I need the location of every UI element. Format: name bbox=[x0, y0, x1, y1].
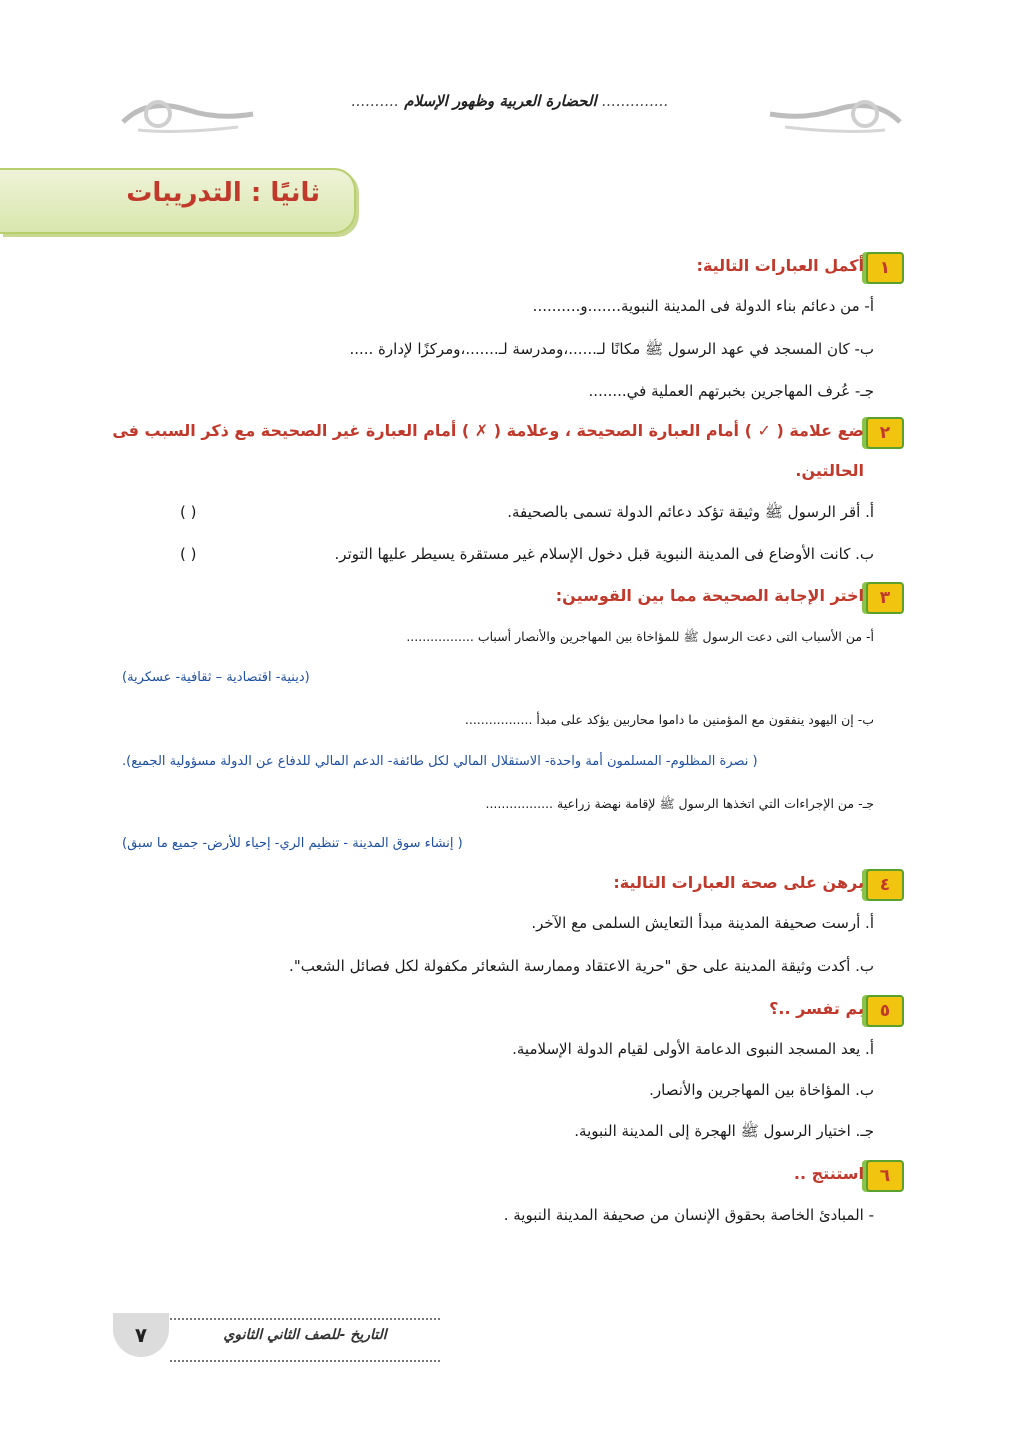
q3-choices-c: ( إنشاء سوق المدينة - تنظيم الري- إحياء للأرض- جميع ما سبق) bbox=[122, 836, 463, 851]
q2-answer-box-b[interactable]: ( ) bbox=[180, 545, 197, 563]
question-2-title-cont: الحالتين. bbox=[795, 461, 864, 480]
question-4-number: ٤ bbox=[866, 869, 904, 901]
footer-text: التاريخ -للصف الثاني الثانوي bbox=[223, 1327, 387, 1343]
header-ornament-left-icon bbox=[118, 92, 258, 137]
section-title: ثانيًا : التدريبات bbox=[126, 178, 320, 208]
q1-item-c: جـ- عُرف المهاجرين بخبرتهم العملية في........ bbox=[588, 382, 874, 400]
q3-item-c: جـ- من الإجراءات التي اتخذها الرسول ﷺ لإقامة نهضة زراعية ................. bbox=[485, 796, 874, 811]
question-1-title: أكمل العبارات التالية: bbox=[696, 256, 864, 275]
q4-item-b: ب. أكدت وثيقة المدينة على حق "حرية الاعتقاد وممارسة الشعائر مكفولة لكل فصائل الشعب". bbox=[289, 957, 874, 975]
footer-divider-bottom bbox=[170, 1360, 440, 1362]
q3-item-b: ب- إن اليهود ينفقون مع المؤمنين ما داموا محاربين يؤكد على مبدأ ................. bbox=[464, 712, 874, 727]
q3-choices-b: ( نصرة المظلوم- المسلمون أمة واحدة- الاستقلال المالي لكل طائفة- الدعم المالي للدفاع عن الدولة مسؤولية الجميع). bbox=[122, 754, 758, 769]
header-dots-left: .......... bbox=[351, 92, 400, 110]
q5-item-a: أ. يعد المسجد النبوى الدعامة الأولى لقيام الدولة الإسلامية. bbox=[512, 1040, 874, 1058]
q5-item-c: جـ. اختيار الرسول ﷺ الهجرة إلى المدينة النبوية. bbox=[574, 1122, 874, 1140]
q1-item-b: ب- كان المسجد في عهد الرسول ﷺ مكانًا لـ......،ومدرسة لـ.......،ومركزًا لإدارة ..... bbox=[349, 340, 874, 358]
q2-item-b: ب. كانت الأوضاع فى المدينة النبوية قبل دخول الإسلام غير مستقرة يسيطر عليها التوتر. bbox=[334, 545, 874, 563]
q5-item-b: ب. المؤاخاة بين المهاجرين والأنصار. bbox=[649, 1081, 874, 1099]
question-5-title: بم تفسر ..؟ bbox=[769, 999, 864, 1018]
question-2-number: ٢ bbox=[866, 417, 904, 449]
header-ornament-right-icon bbox=[765, 92, 905, 137]
question-3-title: اختر الإجابة الصحيحة مما بين القوسين: bbox=[555, 586, 864, 605]
q4-item-a: أ. أرست صحيفة المدينة مبدأ التعايش السلمى مع الآخر. bbox=[531, 914, 874, 932]
question-1-number: ١ bbox=[866, 252, 904, 284]
q3-item-a: أ- من الأسباب التى دعت الرسول ﷺ للمؤاخاة بين المهاجرين والأنصار أسباب ................. bbox=[406, 629, 874, 644]
question-6-number: ٦ bbox=[866, 1160, 904, 1192]
question-6-title: استنتج .. bbox=[793, 1164, 864, 1183]
q2-answer-box-a[interactable]: ( ) bbox=[180, 503, 197, 521]
q6-item-a: - المبادئ الخاصة بحقوق الإنسان من صحيفة المدينة النبوية . bbox=[503, 1206, 874, 1224]
q1-item-a: أ- من دعائم بناء الدولة فى المدينة النبوية.......و.......... bbox=[532, 297, 874, 315]
page-number: ٧ bbox=[113, 1313, 169, 1357]
q2-item-a: أ. أقر الرسول ﷺ وثيقة تؤكد دعائم الدولة تسمى بالصحيفة. bbox=[507, 503, 874, 521]
question-2-title: ضع علامة ( ✓ ) أمام العبارة الصحيحة ، وعلامة ( ✗ ) أمام العبارة غير الصحيحة مع ذكر السبب فى bbox=[112, 421, 864, 440]
question-5-number: ٥ bbox=[866, 995, 904, 1027]
q3-choices-a: (دينية- اقتصادية – ثقافية- عسكرية) bbox=[122, 670, 310, 685]
header-dots-right: .............. bbox=[601, 92, 669, 110]
footer-divider-top bbox=[170, 1318, 440, 1320]
question-3-number: ٣ bbox=[866, 582, 904, 614]
header-title bbox=[270, 92, 750, 110]
header-title-text: الحضارة العربية وظهور الإسلام bbox=[404, 92, 597, 110]
question-4-title: برهن على صحة العبارات التالية: bbox=[613, 873, 864, 892]
